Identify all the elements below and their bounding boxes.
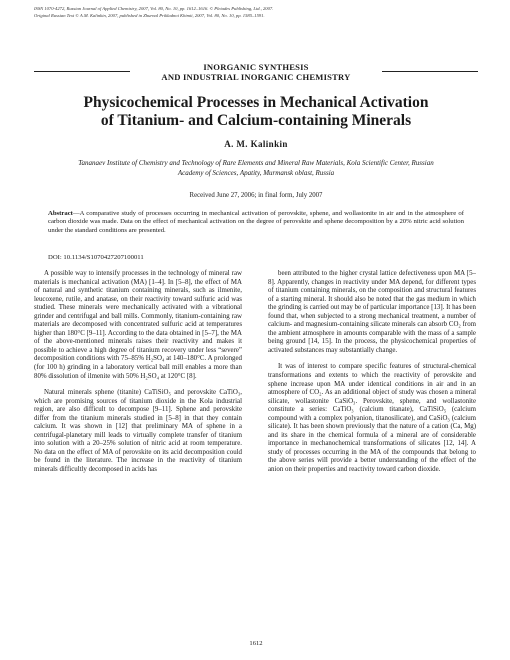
paper-title [34, 94, 478, 130]
section-rule-right [382, 71, 478, 72]
paragraph: A possible way to intensify processes in the technology of mineral raw materials is mechanical activation (MA) [1–4]. In [5–8], the effect of MA of natural and synthetic titanium containing minerals, such as ilmenite, leucoxene, rutile, and anatase, on their reactivity toward sulfuric acid was studied. These minerals were mechanically activated with a vibrational grinder and centrifugal and ball mills. Commonly, titanium-containing raw materials are decomposed with concentrated sulfuric acid at temperatures higher than 180°C [9–11]. According to the data obtained in [5–7], the MA of the above-mentioned minerals raises their reactivity and makes it possible to achieve a high degree of titanium recovery under less “severe” decomposition conditions with 75–85% H₂SO₄ at 140–180°C. A prolonged (for 100 h) grinding in a laboratory vertical ball mill enables a more than 80% dissolution of ilmenite with 50% H₂SO₄ at 120°C [8]. [34, 270, 242, 380]
paragraph: It was of interest to compare specific features of structural-chemical transformations and extents to which the reactivity of perovskite and sphene increase upon MA under identical conditions in air and in an atmosphere of CO₂. As an additional object of study was chosen a mineral silicate, wollastonite CaSiO₃. Perovskite, sphene, and wollastonite constitute a series: CaTiO₃ (calcium titanate), CaTiSiO₅ (calcium compound with a complex polyanion, titanosilicate), and CaSiO₃ (calcium silicate). It has been shown previously that the nature of a cation (Ca, Mg) and its share in the chemical formula of a mineral are of considerable importance in mechanochemical transformations of silicates [12, 14]. A study of processes occurring in the MA of the compounds that belong to the above series will provide a better understanding of the effect of the anion on their properties and reactivity toward carbon dioxide. [268, 363, 476, 474]
affiliation: Tananaev Institute of Chemistry and Technology of Rare Elements and Mineral Raw Materials, Kola Scientific Center, Russian Academy of Sciences, Apatity, Murmansk oblast, Russia [78, 159, 434, 177]
paragraph: been attributed to the higher crystal lattice defectiveness upon MA [5–8]. Apparently, changes in reactivity under MA depend, for different types of titanium containing minerals, on the composition and structural features of a starting mineral. It should also be noted that the gas medium in which the grinding is carried out may be of particular importance [13]. It has been found that, when subjected to a strong mechanical treatment, a number of calcium- and magnesium-containing silicate minerals can absorb CO₂ from the ambient atmosphere in amounts comparable with the mass of a sample being ground [14, 15]. In the process, the physicochemical properties of activated substances may substantially change. [268, 270, 476, 354]
section-title-line-2: AND INDUSTRIAL INORGANIC CHEMISTRY [161, 72, 351, 82]
right-column [268, 270, 476, 483]
doi: DOI: 10.1134/S1070427207100011 [48, 254, 144, 261]
author: A. M. Kalinkin [224, 139, 288, 149]
received-date: Received June 27, 2006; in final form, July 2007 [189, 192, 323, 199]
journal-header-line-2: Original Russian Text © A.M. Kalinkin, 2007, published in Zhurnal Prikladnoi Khimii, 2007, Vol. 80, No. 10, pp. 1585–1591. [34, 12, 265, 18]
paragraph: Natural minerals sphene (titanite) CaTiSiO₅ and perovskite CaTiO₃, which are promising sources of titanium dioxide in the Kola industrial region, are also difficult to decompose [9–11]. Sphene and perovskite differ from the titanium minerals studied in [5–8] in that they contain calcium. It was shown in [12] that preliminary MA of sphene in a centrifugal-planetary mill leads to virtually complete transfer of titanium into solution with a 20–25% solution of nitric acid at room temperature. No data on the effect of MA of perovskite on its acid decomposition could be found in the literature. The increase in the reactivity of titanium minerals difficultly decomposed in acids has [34, 389, 242, 474]
left-column [34, 270, 242, 483]
journal-header [34, 6, 478, 19]
paper-title-line-2: of Titanium- and Calcium-containing Minerals [100, 112, 412, 129]
abstract-text: —A comparative study of processes occurring in mechanical activation of perovskite, sphene, and wollastonite in air and in the atmosphere of carbon dioxide was made. Data on the effect of mechanical activation on the degree of perovskite and sphene decomposition by a 20% nitric acid solution under the standard conditions are presented. [48, 210, 464, 234]
abstract-label: Abstract [48, 210, 73, 217]
section-heading [34, 62, 478, 84]
abstract [48, 210, 464, 235]
paper-title-line-1: Physicochemical Processes in Mechanical Activation [83, 94, 429, 111]
section-title-line-1: INORGANIC SYNTHESIS [203, 62, 309, 72]
section-title [130, 62, 382, 82]
page-number: 1612 [249, 640, 263, 647]
journal-header-line-1: ISSN 1070-4272, Russian Journal of Applied Chemistry, 2007, Vol. 80, No. 10, pp. 1612–1616. © Pleiades Publishing, Ltd., 2007. [34, 6, 274, 11]
section-rule-left [34, 71, 130, 72]
